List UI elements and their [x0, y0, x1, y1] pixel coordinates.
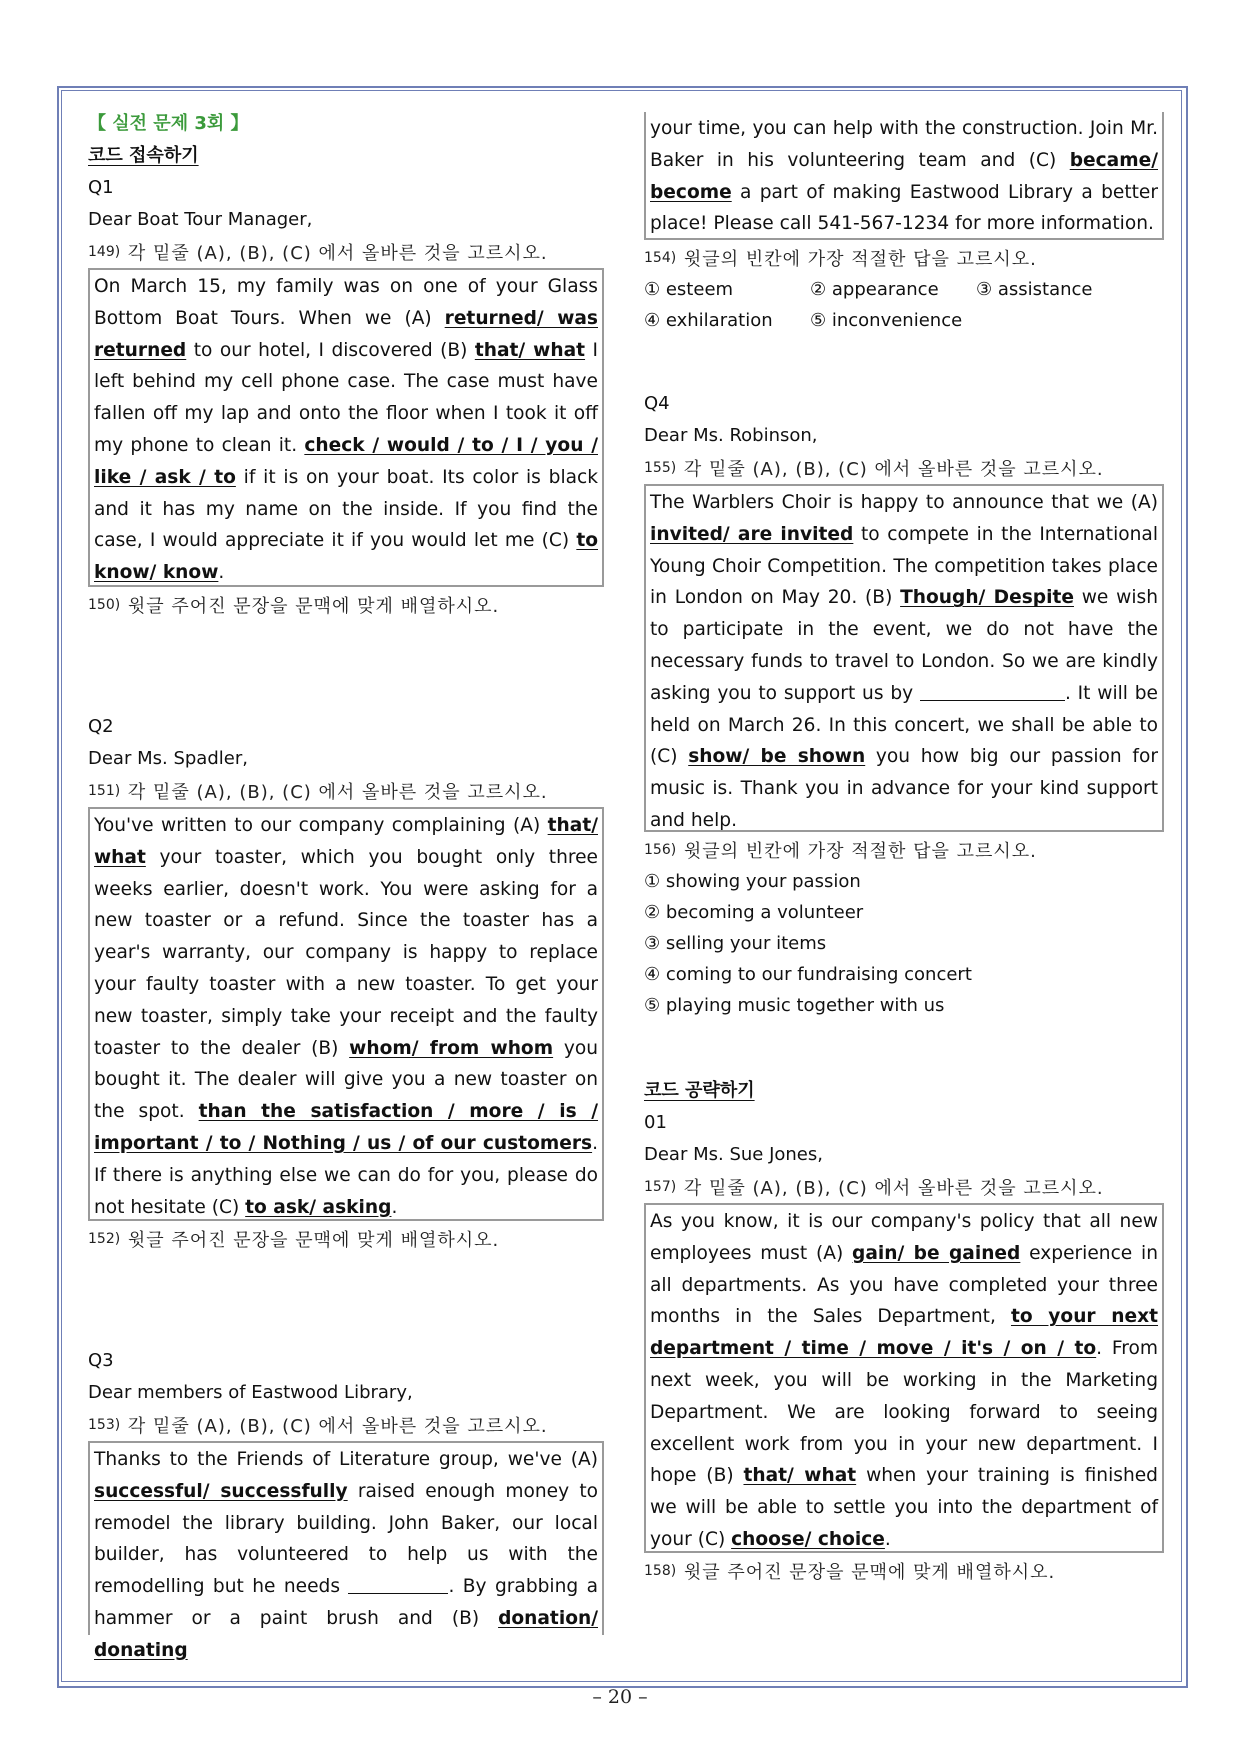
q154-options-row1 [644, 274, 1164, 305]
q4-blank [920, 680, 1065, 701]
q1-choice-b: that/ what [474, 339, 586, 361]
q1-choice-c: to know/ know [94, 530, 598, 584]
left-column [88, 108, 604, 1661]
right-column [644, 112, 1164, 1587]
q3-passage-part1: Thanks to the Friends of Literature group, we've (A) successful/ successfully raised enough money to remodel the library building. John Baker, our local builder, has volunteered to help us with the remodelling but he needs . By grabbing a hammer or a paint brush and (B) donation/ donating [88, 1441, 604, 1635]
q154-option-2[interactable]: ② appearance [810, 279, 939, 300]
q156-option-5[interactable]: ⑤ playing music together with us [644, 995, 945, 1016]
q154-instruction: 154) 윗글의 빈칸에 가장 적절한 답을 고르시오. [644, 249, 1037, 270]
q156-option-1[interactable]: ① showing your passion [644, 871, 861, 892]
q1-label: Q1 [88, 177, 114, 198]
q4-choice-a: invited/ are invited [650, 523, 854, 545]
q2-choice-a: that/ what [94, 815, 598, 868]
q154-options-row2 [644, 305, 1164, 336]
q1-choice-a: returned/ was returned [94, 307, 598, 361]
q3-choice-b: donation/ donating [94, 1607, 598, 1661]
q155-instruction: 155) 각 밑줄 (A), (B), (C) 에서 올바른 것을 고르시오. [644, 459, 1104, 480]
q156-option-3[interactable]: ③ selling your items [644, 933, 827, 954]
q01-scramble: to your next department / time / move / it's / on / to [650, 1306, 1159, 1360]
q151-instruction: 151) 각 밑줄 (A), (B), (C) 에서 올바른 것을 고르시오. [88, 782, 548, 803]
q154-option-3[interactable]: ③ assistance [976, 279, 1093, 300]
q01-salutation: Dear Ms. Sue Jones, [644, 1144, 823, 1165]
q01-choice-c: choose/ choice [731, 1528, 885, 1550]
q2-choice-c: to ask/ asking [245, 1196, 392, 1218]
q3-salutation: Dear members of Eastwood Library, [88, 1382, 413, 1403]
section-title-attack: 코드 공략하기 [644, 1080, 755, 1101]
q2-passage: You've written to our company complaining (A) that/ what your toaster, which you bought only three weeks earlier, doesn't work. You were asking for a new toaster or a refund. Since the toaster has a year's warranty, our company is happy to replace your faulty toaster with a new toaster. To get your new toaster, simply take your receipt and the faulty toaster to the dealer (B) whom/ from whom you bought it. The dealer will give you a new toaster on the spot. than the satisfaction / more / is / important / to / Nothing / us / of our customers. If there is anything else we can do for you, please do not hesitate (C) to ask/ asking. [88, 807, 604, 1221]
q3-blank [348, 1573, 448, 1594]
q4-choice-b: Though/ Despite [900, 587, 1074, 609]
q01-passage: As you know, it is our company's policy that all new employees must (A) gain/ be gained experience in all departments. As you have completed your three months in the Sales Department, to your next department / time / move / it's / on / to. From next week, you will be working in the Marketing Department. We are looking forward to seeing excellent work from you in your new department. I hope (B) that/ what when your training is finished we will be able to settle you into the department of your (C) choose/ choice. [644, 1203, 1164, 1553]
q4-salutation: Dear Ms. Robinson, [644, 425, 818, 446]
series-title: 【 실전 문제 3회 】 [88, 113, 249, 134]
q149-instruction: 149) 각 밑줄 (A), (B), (C) 에서 올바른 것을 고르시오. [88, 243, 548, 264]
q154-option-5[interactable]: ⑤ inconvenience [810, 310, 963, 331]
q2-choice-b: whom/ from whom [349, 1037, 554, 1059]
q4-choice-c: show/ be shown [688, 746, 866, 768]
q156-option-4[interactable]: ④ coming to our fundraising concert [644, 964, 972, 985]
q152-instruction: 152) 윗글 주어진 문장을 문맥에 맞게 배열하시오. [88, 1230, 500, 1251]
q4-passage: The Warblers Choir is happy to announce that we (A) invited/ are invited to compete in the International Young Choir Competition. The competition takes place in London on May 20. (B) Though/ Despite we wish to participate in the event, we do not have the necessary funds to travel to London. So we are kindly asking you to support us by . It will be held on March 26. In this concert, we shall be able to (C) show/ be shown you how big our passion for music is. Thank you in advance for your kind support and help. [644, 484, 1164, 832]
q1-scramble: check / would / to / I / you / like / ask / to [94, 434, 598, 488]
q2-salutation: Dear Ms. Spadler, [88, 748, 248, 769]
q3-choice-c: became/ become [650, 149, 1158, 203]
q158-instruction: 158) 윗글 주어진 문장을 문맥에 맞게 배열하시오. [644, 1562, 1056, 1583]
q157-instruction: 157) 각 밑줄 (A), (B), (C) 에서 올바른 것을 고르시오. [644, 1178, 1104, 1199]
q156-option-2[interactable]: ② becoming a volunteer [644, 902, 864, 923]
section-title-connect: 코드 접속하기 [88, 145, 199, 166]
q3-label: Q3 [88, 1350, 114, 1371]
q1-passage: On March 15, my family was on one of your Glass Bottom Boat Tours. When we (A) returned/ was returned to our hotel, I discovered (B) that/ what I left behind my cell phone case. The case must have fallen off my lap and onto the floor when I took it off my phone to clean it. check / would / to / I / you / like / ask / to if it is on your boat. Its color is black and it has my name on the inside. If you find the case, I would appreciate it if you would let me (C) to know/ know. [88, 268, 604, 587]
q01-label: 01 [644, 1112, 667, 1133]
q150-instruction: 150) 윗글 주어진 문장을 문맥에 맞게 배열하시오. [88, 596, 500, 617]
page-number: – 20 – [592, 1686, 648, 1708]
q01-choice-a: gain/ be gained [852, 1242, 1021, 1264]
q01-choice-b: that/ what [743, 1465, 857, 1487]
q4-label: Q4 [644, 393, 670, 414]
q153-instruction: 153) 각 밑줄 (A), (B), (C) 에서 올바른 것을 고르시오. [88, 1416, 548, 1437]
q156-instruction: 156) 윗글의 빈칸에 가장 적절한 답을 고르시오. [644, 841, 1037, 862]
q154-option-1[interactable]: ① esteem [644, 279, 734, 300]
q2-scramble: than the satisfaction / more / is / important / to / Nothing / us / of our customers [94, 1101, 599, 1154]
q3-passage-part2: your time, you can help with the construction. Join Mr. Baker in his volunteering team and (C) became/ become a part of making Eastwood Library a better place! Please call 541-567-1234 for more information. [644, 112, 1164, 240]
q1-salutation: Dear Boat Tour Manager, [88, 209, 313, 230]
q154-option-4[interactable]: ④ exhilaration [644, 310, 773, 331]
q3-choice-a: successful/ successfully [94, 1480, 348, 1502]
q2-label: Q2 [88, 716, 114, 737]
